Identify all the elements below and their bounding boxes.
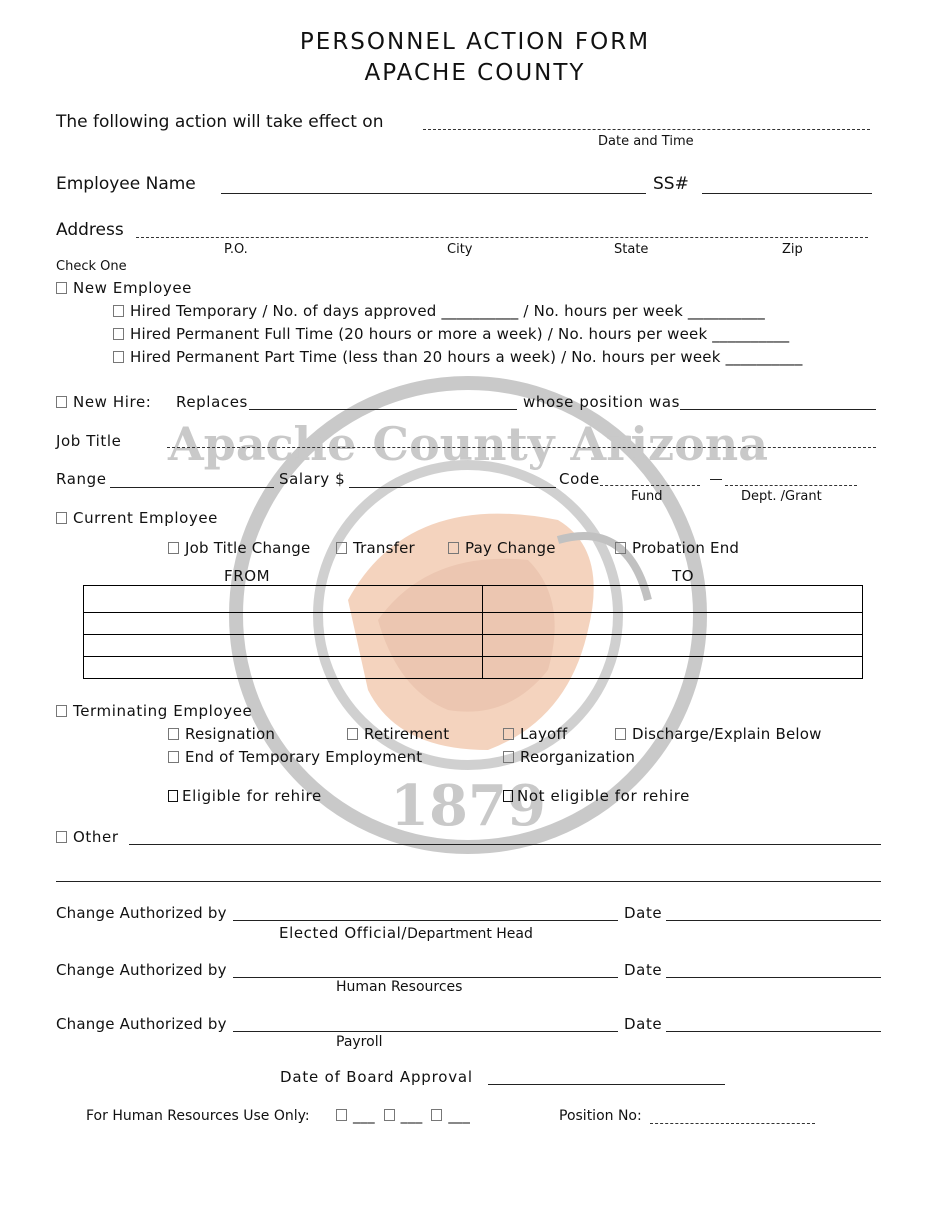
ss-label: SS# [653, 174, 689, 194]
transfer-option[interactable]: Transfer [336, 539, 415, 557]
from-to-table [83, 585, 863, 679]
auth-sublabel-1: Elected Official/Department Head [279, 924, 533, 942]
probation-end-option[interactable]: Probation End [615, 539, 739, 557]
job-title-label: Job Title [56, 432, 122, 450]
from-cell[interactable] [84, 657, 483, 679]
whose-position-field[interactable] [680, 409, 876, 410]
end-temporary-option[interactable]: End of Temporary Employment [168, 748, 422, 766]
checkbox-icon [503, 728, 514, 740]
employee-name-label: Employee Name [56, 174, 196, 194]
layoff-option[interactable]: Layoff [503, 725, 567, 743]
ss-field[interactable] [702, 193, 872, 194]
auth-date-label-3: Date [624, 1015, 663, 1033]
form-title: PERSONNEL ACTION FORM [299, 29, 651, 55]
job-title-field[interactable] [167, 447, 876, 448]
dept-grant-label: Dept. /Grant [741, 489, 822, 504]
to-cell[interactable] [483, 586, 863, 613]
from-cell[interactable] [84, 613, 483, 635]
from-cell[interactable] [84, 586, 483, 613]
to-header: TO [672, 567, 695, 585]
checkbox-icon [56, 705, 67, 717]
checkbox-icon [431, 1109, 442, 1121]
table-row [84, 613, 863, 635]
auth-label-1: Change Authorized by [56, 904, 227, 922]
new-hire-checkbox[interactable]: New Hire: [56, 393, 151, 411]
auth-date-field-2[interactable] [666, 977, 881, 978]
checkbox-icon [448, 542, 459, 554]
effect-label: The following action will take effect on [56, 112, 384, 132]
county-title: APACHE COUNTY [364, 60, 586, 86]
code-separator [710, 479, 722, 480]
board-approval-field[interactable] [488, 1084, 725, 1085]
checkbox-icon [615, 728, 626, 740]
employee-name-field[interactable] [221, 193, 646, 194]
address-field[interactable] [136, 237, 868, 238]
checkbox-icon [336, 542, 347, 554]
to-cell[interactable] [483, 613, 863, 635]
effect-sublabel: Date and Time [598, 134, 694, 149]
salary-field[interactable] [349, 487, 556, 488]
address-city: City [447, 242, 473, 257]
from-cell[interactable] [84, 635, 483, 657]
replaces-field[interactable] [249, 409, 517, 410]
check-one-label: Check One [56, 259, 127, 274]
hired-parttime-option[interactable]: Hired Permanent Part Time (less than 20 hours a week) / No. hours per week __________ [113, 348, 803, 366]
auth-sublabel-3: Payroll [336, 1034, 383, 1050]
checkbox-icon [56, 396, 67, 408]
other-field-line2[interactable] [56, 881, 881, 882]
checkbox-icon [168, 790, 178, 802]
position-no-label: Position No: [559, 1108, 642, 1124]
new-employee-checkbox[interactable]: New Employee [56, 279, 192, 297]
checkbox-icon [503, 790, 513, 802]
table-row [84, 635, 863, 657]
auth-field-1[interactable] [233, 920, 618, 921]
auth-date-label-1: Date [624, 904, 663, 922]
checkbox-icon [347, 728, 358, 740]
code-dept-field[interactable] [725, 485, 857, 486]
checkbox-icon [113, 351, 124, 363]
retirement-option[interactable]: Retirement [347, 725, 449, 743]
checkbox-icon [113, 305, 124, 317]
board-approval-label: Date of Board Approval [280, 1068, 473, 1086]
fund-label: Fund [631, 489, 663, 504]
auth-label-2: Change Authorized by [56, 961, 227, 979]
whose-position-label: whose position was [523, 393, 681, 411]
auth-sublabel-2: Human Resources [336, 979, 463, 995]
hr-checkboxes[interactable]: ___ ___ ___ [336, 1108, 470, 1124]
to-cell[interactable] [483, 657, 863, 679]
auth-field-2[interactable] [233, 977, 618, 978]
address-po: P.O. [224, 242, 248, 257]
salary-label: Salary $ [279, 470, 346, 488]
auth-date-field-1[interactable] [666, 920, 881, 921]
table-row [84, 657, 863, 679]
checkbox-icon [56, 282, 67, 294]
job-title-change-option[interactable]: Job Title Change [168, 539, 310, 557]
address-zip: Zip [782, 242, 803, 257]
discharge-option[interactable]: Discharge/Explain Below [615, 725, 822, 743]
replaces-label: Replaces [176, 393, 248, 411]
seal-year: 1879 [390, 773, 546, 839]
code-fund-field[interactable] [600, 485, 700, 486]
checkbox-icon [336, 1109, 347, 1121]
not-eligible-rehire-option[interactable]: Not eligible for rehire [503, 787, 690, 805]
hr-use-only-label: For Human Resources Use Only: [86, 1108, 310, 1124]
code-label: Code [559, 470, 600, 488]
auth-field-3[interactable] [233, 1031, 618, 1032]
checkbox-icon [384, 1109, 395, 1121]
auth-date-field-3[interactable] [666, 1031, 881, 1032]
range-field[interactable] [110, 487, 274, 488]
effect-date-field[interactable] [423, 129, 870, 130]
reorganization-option[interactable]: Reorganization [503, 748, 635, 766]
checkbox-icon [56, 512, 67, 524]
position-no-field[interactable] [650, 1123, 815, 1124]
from-header: FROM [224, 567, 271, 585]
other-field[interactable] [129, 844, 881, 845]
eligible-rehire-option[interactable]: Eligible for rehire [168, 787, 322, 805]
hired-temporary-option[interactable]: Hired Temporary / No. of days approved __________ / No. hours per week __________ [113, 302, 765, 320]
to-cell[interactable] [483, 635, 863, 657]
seal-text: Apache County Arizona [167, 417, 769, 471]
address-state: State [614, 242, 649, 257]
terminating-employee-checkbox[interactable]: Terminating Employee [56, 702, 252, 720]
other-checkbox[interactable]: Other [56, 828, 119, 846]
auth-label-3: Change Authorized by [56, 1015, 227, 1033]
range-label: Range [56, 470, 107, 488]
checkbox-icon [56, 831, 67, 843]
checkbox-icon [168, 728, 179, 740]
checkbox-icon [615, 542, 626, 554]
checkbox-icon [168, 751, 179, 763]
checkbox-icon [503, 751, 514, 763]
checkbox-icon [113, 328, 124, 340]
address-label: Address [56, 220, 124, 240]
current-employee-checkbox[interactable]: Current Employee [56, 509, 218, 527]
checkbox-icon [168, 542, 179, 554]
auth-date-label-2: Date [624, 961, 663, 979]
resignation-option[interactable]: Resignation [168, 725, 275, 743]
pay-change-option[interactable]: Pay Change [448, 539, 556, 557]
hired-fulltime-option[interactable]: Hired Permanent Full Time (20 hours or more a week) / No. hours per week __________ [113, 325, 789, 343]
table-row [84, 586, 863, 613]
